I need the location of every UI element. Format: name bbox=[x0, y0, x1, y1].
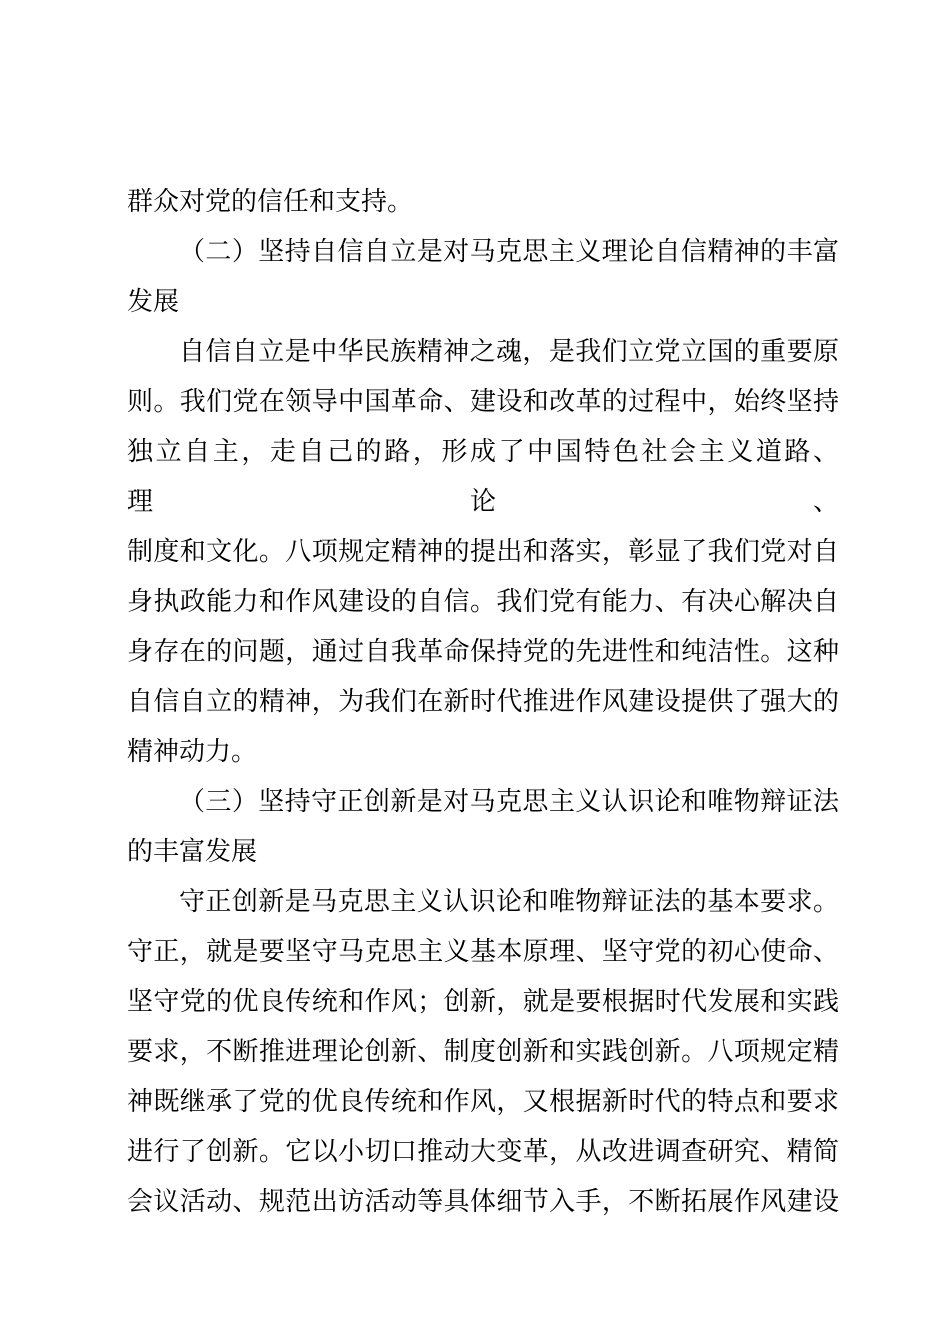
document-body bbox=[127, 176, 839, 1226]
text-line: 制度和文化。八项规定精神的提出和落实，彰显了我们党对自 bbox=[127, 536, 839, 566]
text-line: （三）坚持守正创新是对马克思主义认识论和唯物辩证法 bbox=[179, 786, 839, 816]
text-line: （二）坚持自信自立是对马克思主义理论自信精神的丰富 bbox=[179, 236, 839, 266]
body-paragraph bbox=[127, 326, 839, 776]
section-heading-three bbox=[127, 776, 839, 876]
text-line: 坚守党的优良传统和作风；创新，就是要根据时代发展和实践 bbox=[127, 986, 839, 1016]
text-line: 自信自立的精神，为我们在新时代推进作风建设提供了强大的 bbox=[127, 686, 839, 716]
text-line: 则。我们党在领导中国革命、建设和改革的过程中，始终坚持 bbox=[127, 386, 839, 416]
text-line: 守正创新是马克思主义认识论和唯物辩证法的基本要求。 bbox=[179, 886, 839, 916]
body-paragraph bbox=[127, 876, 839, 1226]
text-line: 发展 bbox=[127, 286, 180, 316]
text-line: 自信自立是中华民族精神之魂，是我们立党立国的重要原 bbox=[179, 336, 839, 366]
text-line: 独立自主，走自己的路，形成了中国特色社会主义道路、理论、 bbox=[127, 436, 839, 516]
text-line: 要求，不断推进理论创新、制度创新和实践创新。八项规定精 bbox=[127, 1036, 839, 1066]
text-line: 身存在的问题，通过自我革命保持党的先进性和纯洁性。这种 bbox=[127, 636, 839, 666]
text-line: 精神动力。 bbox=[127, 736, 258, 766]
text-line: 守正，就是要坚守马克思主义基本原理、坚守党的初心使命、 bbox=[127, 936, 839, 966]
text-line: 群众对党的信任和支持。 bbox=[127, 186, 414, 216]
text-line: 神既继承了党的优良传统和作风，又根据新时代的特点和要求 bbox=[127, 1086, 839, 1116]
text-line: 会议活动、规范出访活动等具体细节入手，不断拓展作风建设 bbox=[127, 1186, 839, 1216]
section-heading-two bbox=[127, 226, 839, 326]
paragraph-continuation bbox=[127, 176, 839, 226]
text-line: 进行了创新。它以小切口推动大变革，从改进调查研究、精简 bbox=[127, 1136, 839, 1166]
text-line: 的丰富发展 bbox=[127, 836, 258, 866]
text-line: 身执政能力和作风建设的自信。我们党有能力、有决心解决自 bbox=[127, 586, 839, 616]
